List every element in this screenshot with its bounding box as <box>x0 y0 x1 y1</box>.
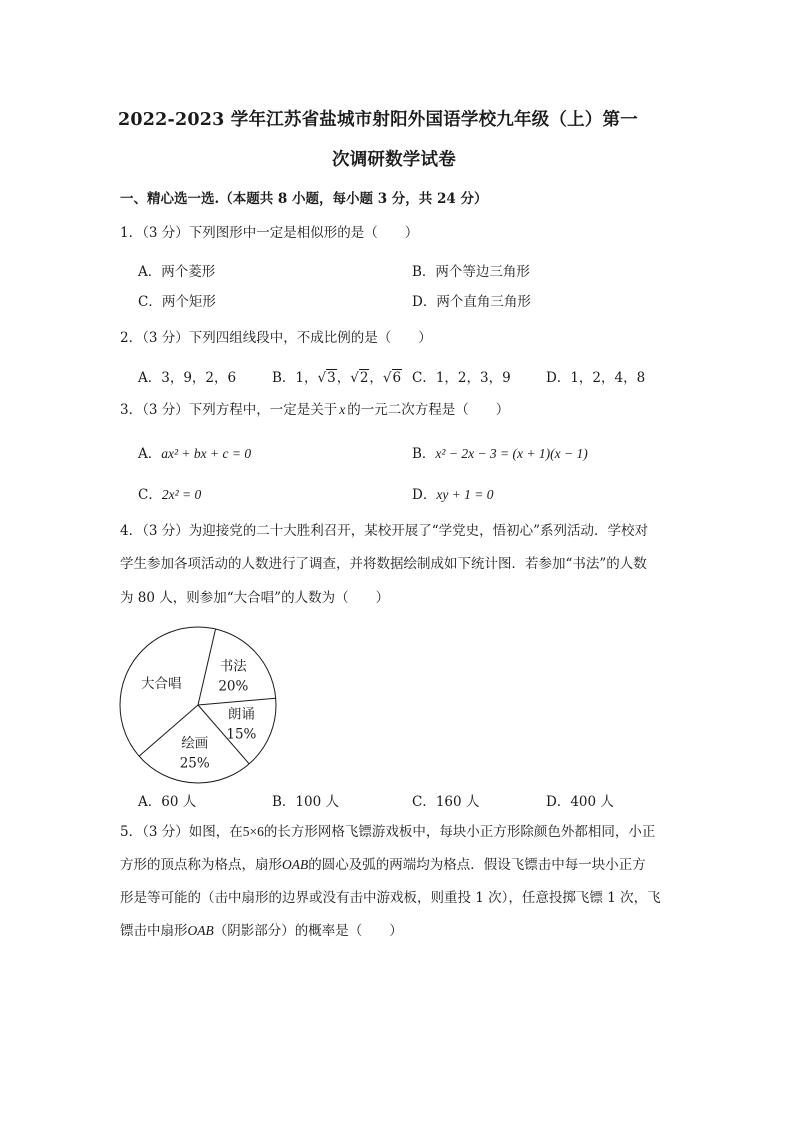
separator: ， <box>369 370 383 386</box>
page-title-line1: 2022-2023 学年江苏省盐城市射阳外国语学校九年级（上）第一 <box>118 110 638 130</box>
question-3-option-a <box>138 442 251 462</box>
question-4-line3: 为 80 人，则参加“大合唱”的人数为（ ） <box>120 590 390 606</box>
option-label: A． <box>138 446 162 462</box>
stem-text: 3．（3 分）下列方程中，一定是关于 <box>120 402 338 418</box>
option-b-prefix: B．1， <box>272 370 318 386</box>
question-4-option-d: D．400 人 <box>546 794 614 810</box>
pie-slice-percent: 25% <box>179 755 210 772</box>
pie-slice-label: 绘画 <box>181 735 209 752</box>
question-1-option-a: A．两个菱形 <box>138 264 216 280</box>
question-4-option-c: C．160 人 <box>412 794 480 810</box>
question-5-line2 <box>120 853 646 873</box>
pie-slice-percent: 20% <box>218 678 249 695</box>
question-2-option-c: C．1，2，3，9 <box>412 370 511 386</box>
question-2-option-b <box>272 366 402 386</box>
option-label: C． <box>138 487 162 503</box>
sqrt-sign: √ <box>350 370 359 386</box>
q5-sector-name: OAB <box>187 923 214 938</box>
question-5-line4 <box>120 919 403 939</box>
q5-text: 镖击中扇形 <box>120 923 188 939</box>
question-4-line1: 4．（3 分）为迎接党的二十大胜利召开，某校开展了“学党史，悟初心”系列活动．学校对 <box>120 523 649 539</box>
question-3-stem <box>120 398 509 418</box>
stem-text: 的一元二次方程是（ ） <box>347 402 510 418</box>
pie-slice-boundary <box>198 629 216 705</box>
pie-slice-label: 书法 <box>219 658 247 675</box>
pie-slice-label: 大合唱 <box>140 675 182 692</box>
q5-text: 的长方形网格飞镖游戏板中，每块小正方形除颜色外都相同，小正 <box>263 824 656 840</box>
sqrt-sign: √ <box>317 370 327 386</box>
question-2-option-d: D．1，2，4，8 <box>546 370 646 386</box>
pie-slice-boundary <box>198 698 276 705</box>
section-heading: 一、精心选一选.（本题共 8 小题，每小题 3 分，共 24 分） <box>120 191 488 207</box>
q5-sector-name: OAB <box>282 857 309 872</box>
question-4-option-a: A．60 人 <box>138 794 197 810</box>
equation: xy + 1 = 0 <box>436 487 494 502</box>
question-2-stem: 2．（3 分）下列四组线段中，不成比例的是（ ） <box>120 330 432 346</box>
question-1-option-c: C．两个矩形 <box>138 294 216 310</box>
sqrt-radicand-6: 6 <box>392 370 402 386</box>
question-5-line3: 形是等可能的（击中扇形的边界或没有击中游戏板，则重投 1 次），任意投掷飞镖 1 次，飞 <box>120 890 661 906</box>
q5-text: （阴影部分）的概率是（ ） <box>213 923 403 939</box>
question-2-option-a: A．3，9，2，6 <box>138 370 237 386</box>
question-1-option-d: D．两个直角三角形 <box>412 294 531 310</box>
sqrt-radicand-2: 2 <box>359 370 369 386</box>
sqrt-radicand-3: 3 <box>327 370 336 386</box>
pie-slice-percent: 15% <box>226 726 257 743</box>
equation: x² − 2x − 3 = (x + 1)(x − 1) <box>435 446 588 461</box>
question-1-option-b: B．两个等边三角形 <box>412 264 530 280</box>
question-3-option-b <box>412 442 588 462</box>
separator: ， <box>336 370 351 386</box>
page-title-line2: 次调研数学试卷 <box>332 150 456 170</box>
pie-chart <box>112 620 292 790</box>
q5-text: 的圆心及弧的两端均为格点．假设飞镖击中每一块小正方 <box>308 857 646 873</box>
variable-x: x <box>339 402 346 417</box>
q5-text: 方形的顶点称为格点，扇形 <box>120 857 282 873</box>
equation: 2x² = 0 <box>161 487 202 502</box>
question-4-option-b: B．100 人 <box>272 794 339 810</box>
question-5-line1 <box>120 820 655 840</box>
question-3-option-c <box>138 483 201 503</box>
option-label: B． <box>412 446 436 462</box>
q5-grid-size: 5×6 <box>242 824 264 839</box>
option-label: D． <box>412 487 437 503</box>
sqrt-sign: √ <box>382 370 392 386</box>
question-4-line2: 学生参加各项活动的人数进行了调查，并将数据绘制成如下统计图．若参加“书法”的人数 <box>120 556 647 572</box>
q5-text: 5．（3 分）如图，在 <box>120 824 243 840</box>
equation: ax² + bx + c = 0 <box>161 446 252 461</box>
question-1-stem: 1．（3 分）下列图形中一定是相似形的是（ ） <box>120 225 419 241</box>
pie-slice-label: 朗诵 <box>227 706 255 723</box>
question-3-option-d <box>412 483 494 503</box>
